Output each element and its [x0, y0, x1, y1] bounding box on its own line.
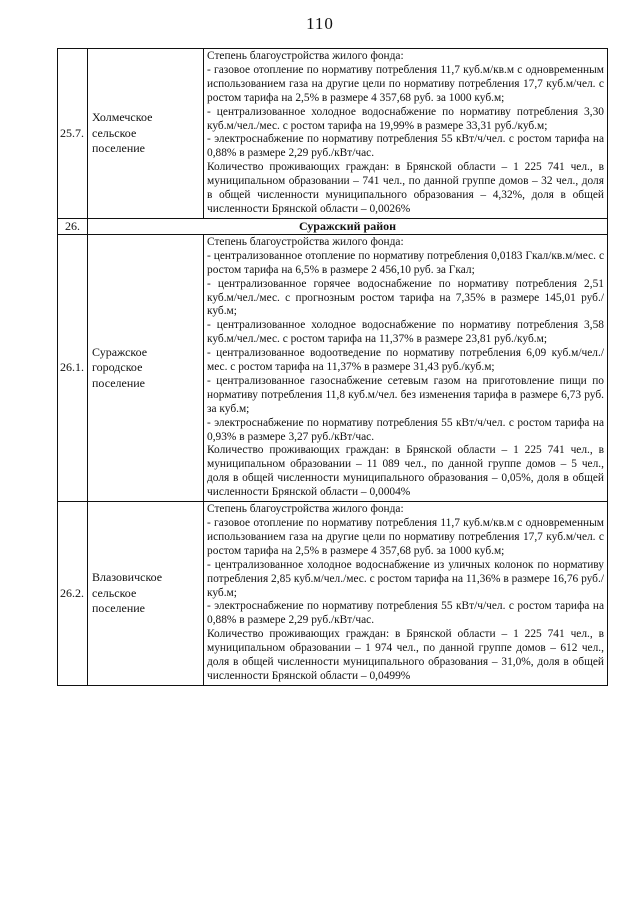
description-paragraph: - централизованное горячее водоснабжение по нормативу потребления 2,51 куб.м/чел./мес. с прогнозным ростом тарифа на 7,35% в размере 145,01 руб./куб.м;: [207, 277, 604, 318]
description-paragraph: - газовое отопление по нормативу потребления 11,7 куб.м/кв.м с одновременным использованием газа на другие цели по нормативу потребления 17,7 куб.м/чел. с ростом тарифа на 2,5% в размере 4 357,68 руб. за 1000 куб.м;: [207, 63, 604, 104]
row-number: 26.2.: [58, 502, 88, 686]
description-paragraph: - электроснабжение по нормативу потребления 55 кВт/ч/чел. с ростом тарифа на 0,93% в размере 3,27 руб./кВт/час.: [207, 416, 604, 443]
row-number: 26.1.: [58, 234, 88, 501]
tariff-table: [57, 48, 608, 686]
description-paragraph: - электроснабжение по нормативу потребления 55 кВт/ч/чел. с ростом тарифа на 0,88% в размере 2,29 руб./кВт/час.: [207, 600, 604, 627]
municipality-name-line: Влазовичское: [92, 570, 163, 585]
page-number: 110: [306, 14, 334, 33]
description-paragraph: Степень благоустройства жилого фонда:: [207, 503, 404, 516]
description-paragraph: Количество проживающих граждан: в Брянской области – 1 225 741 чел., в муниципальном образовании – 741 чел., по данной группе домов – 32 чел., доля в общей численности муниципального образования – 4,32%, доля в общей численности Брянской области – 0,0026%: [207, 161, 604, 215]
description-paragraph: - централизованное холодное водоснабжение из уличных колонок по нормативу потребления 2,85 куб.м/чел./мес. с ростом тарифа на 11,36% в размере 16,76 руб./куб.м;: [207, 558, 604, 599]
municipality-name-line: поселение: [92, 141, 146, 156]
description-paragraph: - электроснабжение по нормативу потребления 55 кВт/ч/чел. с ростом тарифа на 0,88% в размере 2,29 руб./кВт/час.: [207, 133, 604, 160]
section-row: [58, 218, 608, 234]
municipality-name-line: Суражское: [92, 344, 148, 359]
municipality-name-line: поселение: [92, 375, 146, 390]
section-title: Суражский район: [88, 218, 608, 234]
description-cell: [204, 49, 608, 219]
description-cell: [204, 502, 608, 686]
description-paragraph: Количество проживающих граждан: в Брянской области – 1 225 741 чел., в муниципальном образовании – 11 089 чел., по данной группе домов – 5 чел., доля в общей численности муниципального образования – 0,05%, доля в общей численности Брянской области – 0,0004%: [207, 444, 604, 499]
municipality-name: [88, 502, 204, 686]
row-number: 25.7.: [58, 49, 88, 219]
description-paragraph: - централизованное холодное водоснабжение по нормативу потребления 3,58 куб.м/чел./мес. с ростом тарифа на 11,37% в размере 23,81 руб./куб.м;: [207, 319, 604, 346]
section-number: 26.: [58, 218, 88, 234]
table-row: [58, 234, 608, 501]
table-row: [58, 502, 608, 686]
table-row: [58, 49, 608, 219]
description-paragraph: - централизованное отопление по нормативу потребления 0,0183 Гкал/кв.м/мес. с ростом тарифа на 6,5% в размере 2 456,10 руб. за Гкал;: [207, 249, 604, 276]
description-paragraph: - газовое отопление по нормативу потребления 11,7 куб.м/кв.м с одновременным использованием газа на другие цели по нормативу потребления 17,7 куб.м/чел. с ростом тарифа на 2,5% в размере 4 357,68 руб. за 1000 куб.м;: [207, 517, 604, 557]
description-paragraph: Степень благоустройства жилого фонда:: [207, 50, 404, 62]
municipality-name-line: городское: [92, 360, 143, 375]
description-paragraph: - централизованное водоотведение по нормативу потребления 6,09 куб.м/чел./мес. с ростом тарифа на 11,37% в размере 31,43 руб./куб.м;: [207, 347, 604, 374]
description-paragraph: Количество проживающих граждан: в Брянской области – 1 225 741 чел., в муниципальном образовании – 1 974 чел., по данной группе домов – 612 чел., доля в общей численности муниципального образования – 31,0%, доля в общей численности Брянской области – 0,0499%: [207, 628, 604, 682]
municipality-name: [88, 234, 204, 501]
municipality-name-line: сельское: [92, 125, 137, 140]
description-paragraph: Степень благоустройства жилого фонда:: [207, 235, 404, 248]
municipality-name-line: сельское: [92, 585, 137, 600]
municipality-name: [88, 49, 204, 219]
municipality-name-line: поселение: [92, 601, 146, 616]
description-cell: [204, 234, 608, 501]
description-paragraph: - централизованное газоснабжение сетевым газом на приготовление пищи по нормативу потребления 11,8 куб.м/чел. без изменения тарифа в размере 6,73 руб. за куб.м;: [207, 374, 604, 415]
description-paragraph: - централизованное холодное водоснабжение по нормативу потребления 3,30 куб.м/чел./мес. с ростом тарифа на 19,99% в размере 33,31 руб./куб.м;: [207, 105, 604, 132]
municipality-name-line: Холмечское: [92, 110, 153, 125]
